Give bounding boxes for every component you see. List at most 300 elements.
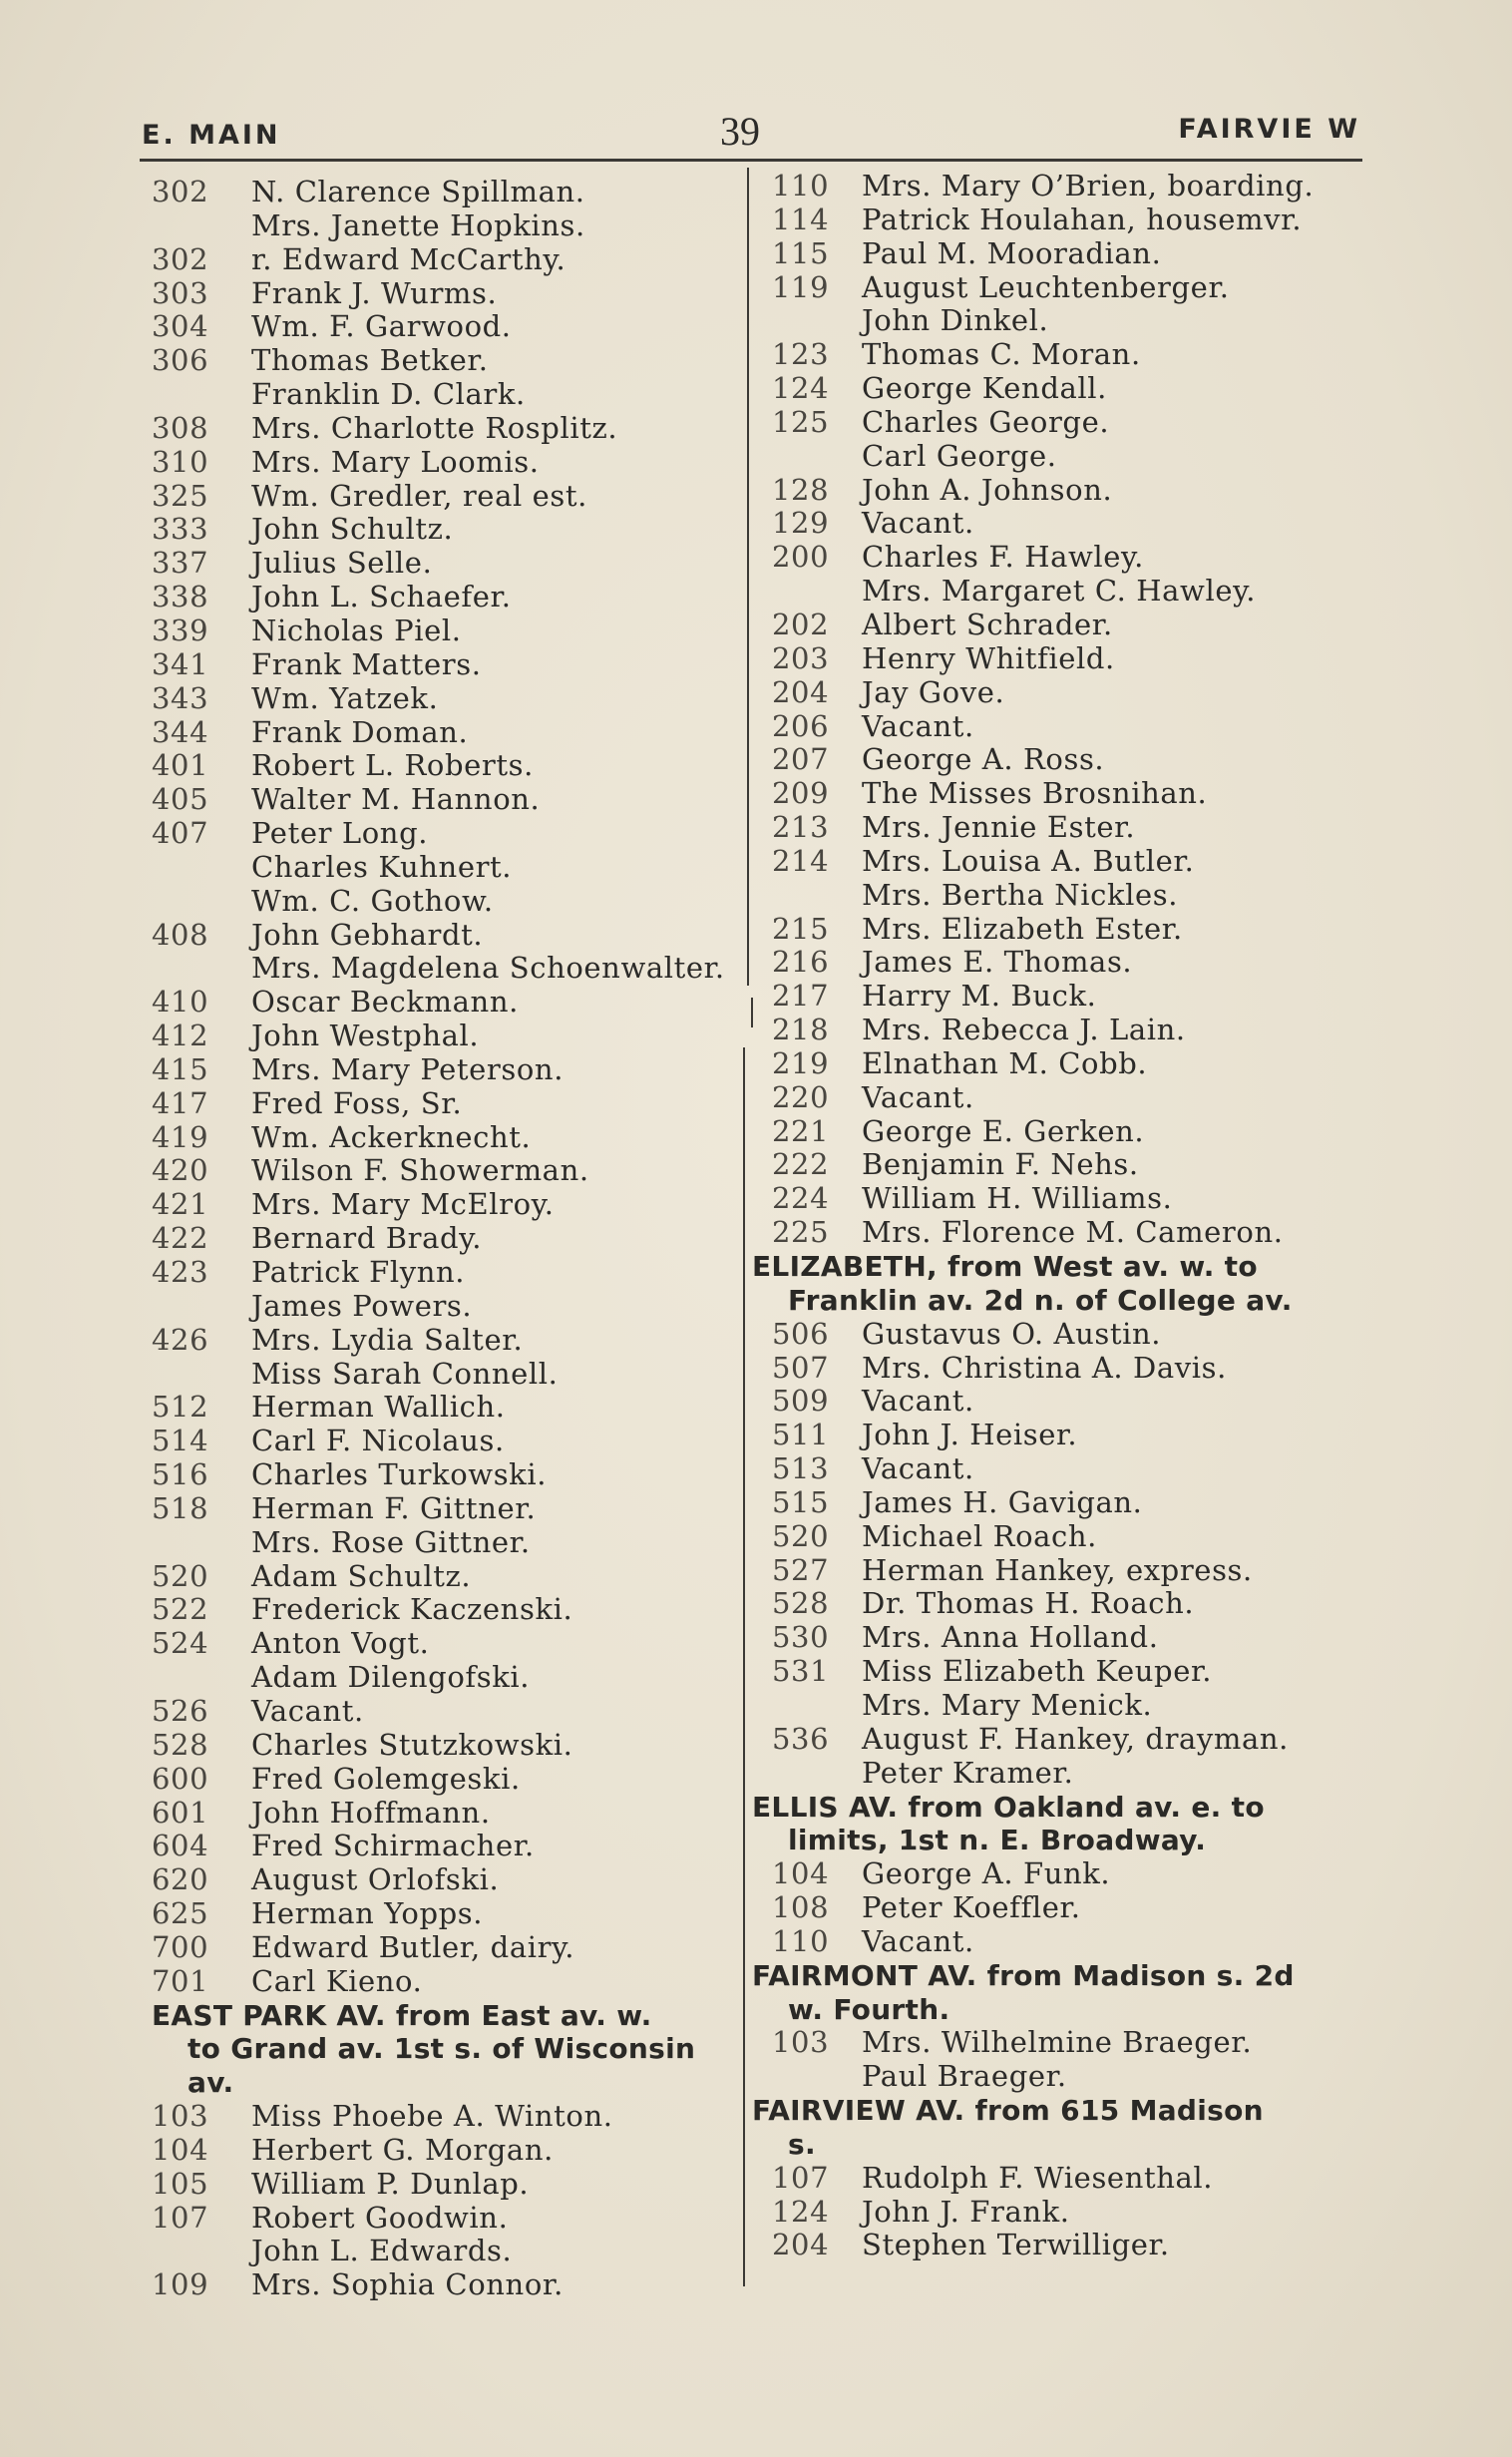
house-number: 518 — [152, 1490, 209, 1525]
resident-name: Vacant. — [862, 1451, 974, 1486]
resident-name: Benjamin F. Nehs. — [862, 1147, 1139, 1182]
directory-entry — [752, 541, 1358, 575]
directory-entry — [752, 1352, 1358, 1386]
column-divider-upper — [747, 168, 749, 986]
directory-entry — [152, 209, 746, 243]
house-number: 302 — [152, 241, 209, 276]
running-head-left: E. MAIN — [142, 120, 281, 151]
house-number: 341 — [152, 646, 209, 681]
resident-name: George Kendall. — [862, 371, 1107, 406]
house-number: 204 — [772, 674, 830, 709]
directory-entry — [152, 1121, 746, 1155]
resident-name: August Orlofski. — [251, 1862, 500, 1897]
house-number: 700 — [152, 1929, 209, 1964]
house-number: 422 — [152, 1221, 209, 1256]
directory-entry — [752, 372, 1358, 406]
resident-name: James Powers. — [251, 1288, 473, 1323]
house-number: 620 — [152, 1862, 209, 1897]
directory-entry — [152, 2202, 746, 2236]
house-number: 419 — [152, 1119, 209, 1154]
directory-entry — [152, 344, 746, 378]
directory-entry — [752, 642, 1358, 676]
directory-entry — [752, 1014, 1358, 1047]
directory-entry — [752, 811, 1358, 845]
directory-entry — [752, 1655, 1358, 1689]
directory-entry — [752, 980, 1358, 1014]
house-number: 524 — [152, 1626, 209, 1661]
house-number: 105 — [152, 2166, 209, 2201]
directory-entry — [152, 480, 746, 514]
resident-name: Michael Roach. — [862, 1518, 1097, 1553]
resident-name: Charles Turkowski. — [251, 1457, 548, 1492]
resident-name: Patrick Houlahan, housemvr. — [862, 202, 1303, 236]
directory-entry — [752, 507, 1358, 541]
resident-name: Miss Elizabeth Keuper. — [862, 1654, 1213, 1689]
resident-name: Carl Kieno. — [251, 1963, 423, 1998]
house-number: 115 — [772, 235, 830, 270]
house-number: 528 — [152, 1727, 209, 1762]
directory-entry — [752, 1047, 1358, 1081]
directory-entry — [152, 648, 746, 682]
page-number: 39 — [720, 109, 760, 154]
resident-name: Mrs. Magdelena Schoenwalter. — [251, 951, 725, 986]
resident-name: Wm. C. Gothow. — [251, 883, 494, 918]
directory-entry — [752, 1520, 1358, 1554]
resident-name: Adam Schultz. — [251, 1558, 472, 1593]
directory-entry — [752, 845, 1358, 879]
directory-entry — [152, 1425, 746, 1458]
house-number: 202 — [772, 607, 830, 641]
house-number: 417 — [152, 1085, 209, 1120]
resident-name: Vacant. — [862, 1384, 974, 1419]
house-number: 526 — [152, 1693, 209, 1728]
resident-name: Paul M. Mooradian. — [862, 235, 1162, 270]
right-column — [752, 170, 1358, 2262]
resident-name: James H. Gavigan. — [862, 1484, 1143, 1519]
resident-name: Miss Sarah Connell. — [251, 1356, 559, 1391]
resident-name: Thomas Betker. — [251, 343, 489, 378]
directory-entry — [152, 783, 746, 817]
house-number: 221 — [772, 1113, 830, 1148]
resident-name: Julius Selle. — [251, 546, 433, 581]
directory-entry — [752, 946, 1358, 980]
resident-name: Mrs. Mary McElroy. — [251, 1187, 555, 1222]
resident-name: Vacant. — [251, 1693, 364, 1728]
resident-name: James E. Thomas. — [862, 945, 1133, 980]
house-number: 325 — [152, 478, 209, 513]
resident-name: John Westphal. — [251, 1019, 480, 1053]
resident-name: John J. Frank. — [862, 2194, 1070, 2229]
street-heading: FAIRVIEW AV. from 615 Madison — [752, 2094, 1264, 2128]
resident-name: Bernard Brady. — [251, 1221, 483, 1256]
resident-name: Mrs. Mary O’Brien, boarding. — [862, 169, 1315, 203]
house-number: 128 — [772, 472, 830, 507]
page-header — [142, 108, 1360, 158]
directory-entry — [152, 1965, 746, 1999]
resident-name: John L. Edwards. — [251, 2234, 513, 2268]
house-number: 222 — [772, 1147, 830, 1182]
resident-name: Henry Whitfield. — [862, 640, 1115, 675]
directory-entry — [752, 2026, 1358, 2060]
resident-name: Wm. Yatzek. — [251, 680, 439, 715]
resident-name: Robert Goodwin. — [251, 2200, 509, 2235]
resident-name: August F. Hankey, drayman. — [862, 1721, 1290, 1756]
directory-entry — [152, 1627, 746, 1661]
house-number: 213 — [772, 810, 830, 845]
house-number: 103 — [772, 2025, 830, 2060]
directory-entry — [152, 2100, 746, 2134]
house-number: 209 — [772, 776, 830, 811]
directory-entry — [152, 1020, 746, 1053]
house-number: 401 — [152, 748, 209, 783]
directory-entry — [152, 851, 746, 885]
resident-name: John Schultz. — [251, 512, 454, 547]
resident-name: Vacant. — [862, 1923, 974, 1958]
directory-entry — [152, 952, 746, 986]
street-heading: ELLIS AV. from Oakland av. e. to — [752, 1790, 1265, 1824]
house-number: 625 — [152, 1896, 209, 1931]
house-number: 107 — [152, 2200, 209, 2235]
resident-name: Herman Hankey, express. — [862, 1552, 1253, 1587]
resident-name: Wm. Ackerknecht. — [251, 1119, 532, 1154]
directory-entry — [152, 176, 746, 209]
house-number: 107 — [772, 2160, 830, 2195]
directory-entry — [152, 614, 746, 648]
directory-entry — [152, 310, 746, 344]
house-number: 405 — [152, 782, 209, 817]
directory-entry — [152, 1763, 746, 1797]
resident-name: John Hoffmann. — [251, 1795, 491, 1830]
directory-entry — [752, 2229, 1358, 2262]
directory-entry — [152, 1324, 746, 1358]
street-heading-continued: limits, 1st n. E. Broadway. — [788, 1824, 1207, 1857]
directory-entry — [152, 716, 746, 750]
resident-name: John L. Schaefer. — [251, 580, 512, 614]
directory-entry — [752, 1587, 1358, 1621]
resident-name: Herman Wallich. — [251, 1390, 506, 1425]
directory-entry — [752, 271, 1358, 305]
house-number: 123 — [772, 337, 830, 372]
resident-name: John J. Heiser. — [862, 1418, 1078, 1452]
directory-entry — [752, 1857, 1358, 1891]
directory-entry — [152, 1526, 746, 1560]
directory-entry — [752, 2196, 1358, 2230]
directory-entry — [752, 440, 1358, 474]
house-number: 514 — [152, 1424, 209, 1458]
directory-entry — [152, 1661, 746, 1695]
street-heading: ELIZABETH, from West av. w. to — [752, 1250, 1258, 1283]
resident-name: Oscar Beckmann. — [251, 985, 519, 1020]
directory-entry — [152, 1897, 746, 1931]
house-number: 204 — [772, 2228, 830, 2262]
house-number: 604 — [152, 1829, 209, 1863]
directory-entry — [152, 1222, 746, 1256]
directory-entry — [752, 1081, 1358, 1115]
directory-entry — [152, 1458, 746, 1492]
resident-name: Vacant. — [862, 1079, 974, 1114]
resident-name: Franklin D. Clark. — [251, 377, 526, 412]
directory-entry — [752, 474, 1358, 508]
resident-name: Wilson F. Showerman. — [251, 1153, 589, 1188]
house-number: 119 — [772, 269, 830, 304]
house-number: 125 — [772, 404, 830, 439]
directory-entry — [152, 1593, 746, 1627]
directory-entry — [752, 1891, 1358, 1925]
directory-entry — [752, 1757, 1358, 1791]
directory-entry — [752, 879, 1358, 913]
directory-entry — [152, 1560, 746, 1594]
house-number: 520 — [772, 1518, 830, 1553]
house-number: 109 — [152, 2267, 209, 2302]
house-number: 410 — [152, 985, 209, 1020]
directory-entry — [752, 1452, 1358, 1486]
house-number: 103 — [152, 2099, 209, 2134]
resident-name: Jay Gove. — [862, 674, 1005, 709]
resident-name: Carl George. — [862, 438, 1057, 473]
directory-entry — [752, 304, 1358, 338]
house-number: 303 — [152, 275, 209, 310]
directory-entry — [152, 243, 746, 277]
house-number: 207 — [772, 742, 830, 777]
directory-entry — [152, 446, 746, 480]
directory-entry — [152, 1256, 746, 1290]
directory-entry — [152, 1391, 746, 1425]
directory-entry — [152, 885, 746, 919]
resident-name: Mrs. Rebecca J. Lain. — [862, 1013, 1186, 1047]
resident-name: Stephen Terwilliger. — [862, 2228, 1170, 2262]
directory-entry — [152, 1492, 746, 1526]
resident-name: Mrs. Christina A. Davis. — [862, 1350, 1227, 1385]
house-number: 114 — [772, 202, 830, 236]
house-number: 338 — [152, 580, 209, 614]
house-number: 337 — [152, 546, 209, 581]
directory-entry — [752, 1723, 1358, 1757]
resident-name: Mrs. Sophia Connor. — [251, 2267, 564, 2302]
resident-name: Frank Doman. — [251, 714, 469, 749]
directory-entry — [752, 575, 1358, 609]
resident-name: Edward Butler, dairy. — [251, 1929, 575, 1964]
resident-name: George A. Funk. — [862, 1856, 1111, 1891]
resident-name: Mrs. Margaret C. Hawley. — [862, 574, 1257, 609]
resident-name: Mrs. Elizabeth Ester. — [862, 911, 1183, 946]
directory-entry — [752, 710, 1358, 744]
resident-name: Gustavus O. Austin. — [862, 1316, 1162, 1351]
resident-name: Mrs. Mary Menick. — [862, 1687, 1153, 1722]
resident-name: George E. Gerken. — [862, 1113, 1145, 1148]
house-number: 214 — [772, 843, 830, 878]
house-number: 421 — [152, 1187, 209, 1222]
resident-name: Harry M. Buck. — [862, 979, 1097, 1014]
house-number: 509 — [772, 1384, 830, 1419]
house-number: 224 — [772, 1181, 830, 1216]
street-heading-continued: to Grand av. 1st s. of Wisconsin — [188, 2032, 696, 2066]
resident-name: Vacant. — [862, 708, 974, 743]
resident-name: Peter Kramer. — [862, 1755, 1074, 1790]
house-number: 408 — [152, 917, 209, 952]
directory-entry — [152, 513, 746, 547]
house-number: 423 — [152, 1255, 209, 1289]
resident-name: Herman F. Gittner. — [251, 1490, 537, 1525]
resident-name: Fred Foss, Sr. — [251, 1085, 463, 1120]
directory-entry — [752, 1385, 1358, 1419]
directory-entry — [152, 412, 746, 446]
house-number: 218 — [772, 1013, 830, 1047]
house-number: 333 — [152, 512, 209, 547]
resident-name: Miss Phoebe A. Winton. — [251, 2099, 613, 2134]
resident-name: August Leuchtenberger. — [862, 269, 1230, 304]
house-number: 407 — [152, 816, 209, 851]
resident-name: Mrs. Anna Holland. — [862, 1620, 1159, 1655]
directory-entry — [752, 913, 1358, 947]
house-number: 203 — [772, 640, 830, 675]
resident-name: Mrs. Bertha Nickles. — [862, 877, 1179, 912]
directory-entry — [152, 581, 746, 614]
directory-entry — [152, 919, 746, 953]
directory-entry — [752, 338, 1358, 372]
directory-entry — [152, 2235, 746, 2268]
left-column — [152, 176, 746, 2302]
house-number: 420 — [152, 1153, 209, 1188]
house-number: 536 — [772, 1721, 830, 1756]
directory-entry — [152, 817, 746, 851]
directory-entry — [152, 1729, 746, 1763]
directory-entry — [152, 986, 746, 1020]
directory-entry — [752, 743, 1358, 777]
directory-entry — [752, 2162, 1358, 2196]
house-number: 339 — [152, 613, 209, 647]
resident-name: Mrs. Janette Hopkins. — [251, 207, 585, 242]
directory-entry — [752, 1554, 1358, 1588]
resident-name: Elnathan M. Cobb. — [862, 1045, 1148, 1080]
resident-name: Mrs. Florence M. Cameron. — [862, 1215, 1284, 1250]
house-number: 104 — [772, 1856, 830, 1891]
directory-entry — [752, 204, 1358, 237]
resident-name: Walter M. Hannon. — [251, 782, 541, 817]
resident-name: George A. Ross. — [862, 742, 1105, 777]
directory-entry — [152, 378, 746, 412]
house-number: 507 — [772, 1350, 830, 1385]
resident-name: Vacant. — [862, 506, 974, 541]
directory-entry — [752, 237, 1358, 271]
house-number: 701 — [152, 1963, 209, 1998]
resident-name: Frederick Kaczenski. — [251, 1592, 573, 1627]
resident-name: John Gebhardt. — [251, 917, 484, 952]
house-number: 511 — [772, 1418, 830, 1452]
house-number: 530 — [772, 1620, 830, 1655]
house-number: 308 — [152, 410, 209, 445]
directory-entry — [152, 2268, 746, 2302]
directory-entry — [752, 1216, 1358, 1250]
directory-entry — [152, 1830, 746, 1863]
directory-entry — [152, 1931, 746, 1965]
house-number: 412 — [152, 1019, 209, 1053]
resident-name: Mrs. Mary Loomis. — [251, 444, 540, 479]
directory-entry — [752, 1689, 1358, 1723]
resident-name: The Misses Brosnihan. — [862, 776, 1208, 811]
street-heading-continued: s. — [788, 2127, 816, 2161]
directory-entry — [752, 1925, 1358, 1959]
house-number: 520 — [152, 1558, 209, 1593]
directory-entry — [752, 1419, 1358, 1452]
directory-entry — [152, 1188, 746, 1222]
resident-name: N. Clarence Spillman. — [251, 175, 585, 208]
house-number: 220 — [772, 1079, 830, 1114]
house-number: 513 — [772, 1451, 830, 1486]
directory-entry — [752, 1318, 1358, 1352]
street-heading-continued: Franklin av. 2d n. of College av. — [788, 1283, 1293, 1317]
resident-name: Robert L. Roberts. — [251, 748, 534, 783]
resident-name: Frank Matters. — [251, 646, 482, 681]
directory-entry — [152, 2134, 746, 2168]
house-number: 129 — [772, 506, 830, 541]
house-number: 522 — [152, 1592, 209, 1627]
house-number: 217 — [772, 979, 830, 1014]
house-number: 216 — [772, 945, 830, 980]
directory-entry — [152, 1863, 746, 1897]
house-number: 601 — [152, 1795, 209, 1830]
resident-name: Anton Vogt. — [251, 1626, 430, 1661]
directory-entry — [752, 2060, 1358, 2094]
directory-entry — [752, 777, 1358, 811]
house-number: 200 — [772, 540, 830, 575]
house-number: 302 — [152, 175, 209, 208]
resident-name: Dr. Thomas H. Roach. — [862, 1586, 1195, 1621]
resident-name: Herbert G. Morgan. — [251, 2132, 554, 2167]
house-number: 110 — [772, 1923, 830, 1958]
resident-name: Wm. Gredler, real est. — [251, 478, 587, 513]
house-number: 108 — [772, 1890, 830, 1925]
resident-name: Charles F. Hawley. — [862, 540, 1144, 575]
street-heading: FAIRMONT AV. from Madison s. 2d — [752, 1958, 1295, 1992]
resident-name: Carl F. Nicolaus. — [251, 1424, 505, 1458]
resident-name: Mrs. Louisa A. Butler. — [862, 843, 1195, 878]
house-number: 219 — [772, 1045, 830, 1080]
directory-entry — [152, 1358, 746, 1392]
street-heading-continued: av. — [188, 2066, 234, 2100]
directory-entry — [152, 1695, 746, 1729]
house-number: 527 — [772, 1552, 830, 1587]
resident-name: Charles George. — [862, 404, 1110, 439]
directory-entry — [752, 406, 1358, 440]
resident-name: Mrs. Jennie Ester. — [862, 810, 1136, 845]
house-number: 124 — [772, 371, 830, 406]
directory-entry — [152, 1290, 746, 1324]
resident-name: Mrs. Rose Gittner. — [251, 1524, 531, 1559]
house-number: 344 — [152, 714, 209, 749]
street-heading-continued: w. Fourth. — [788, 1992, 950, 2026]
directory-entry — [152, 749, 746, 783]
house-number: 225 — [772, 1215, 830, 1250]
resident-name: Mrs. Charlotte Rosplitz. — [251, 410, 618, 445]
house-number: 304 — [152, 309, 209, 344]
resident-name: Charles Kuhnert. — [251, 849, 513, 884]
directory-entry — [752, 609, 1358, 642]
resident-name: Wm. F. Garwood. — [251, 309, 512, 344]
resident-name: John A. Johnson. — [862, 472, 1113, 507]
resident-name: Nicholas Piel. — [251, 613, 462, 647]
house-number: 512 — [152, 1390, 209, 1425]
house-number: 306 — [152, 343, 209, 378]
resident-name: Mrs. Lydia Salter. — [251, 1322, 524, 1357]
resident-name: Rudolph F. Wiesenthal. — [862, 2160, 1214, 2195]
street-heading: EAST PARK AV. from East av. w. — [152, 1998, 652, 2032]
directory-entry — [752, 1148, 1358, 1182]
resident-name: Mrs. Mary Peterson. — [251, 1051, 565, 1086]
directory-entry — [152, 547, 746, 581]
header-rule — [140, 159, 1362, 162]
directory-entry — [752, 1486, 1358, 1520]
house-number: 124 — [772, 2194, 830, 2229]
